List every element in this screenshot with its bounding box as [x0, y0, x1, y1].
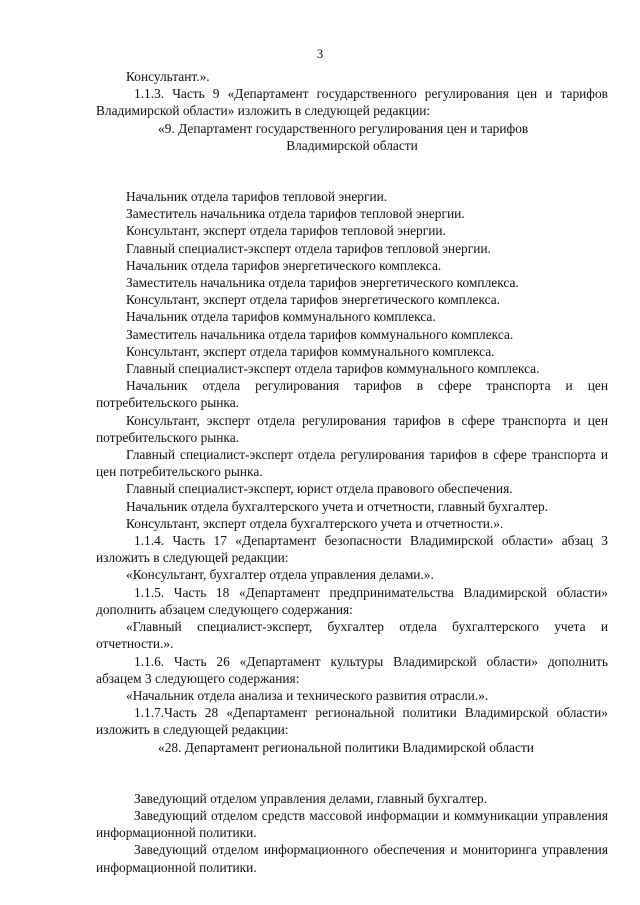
- section-heading: «9. Департамент государственного регулирования цен и тарифов: [158, 120, 529, 136]
- paragraph: 1.1.7.Часть 28 «Департамент региональной политики Владимирской области» изложить в следующей редакции:: [96, 705, 608, 738]
- list-item: Начальник отдела тарифов тепловой энергии.: [126, 189, 388, 205]
- list-item: Начальник отдела тарифов коммунального комплекса.: [126, 309, 436, 325]
- section-heading: «28. Департамент региональной политики Владимирской области: [158, 739, 534, 755]
- list-item: Главный специалист-эксперт отдела тарифов тепловой энергии.: [126, 240, 491, 256]
- list-item: Консультант, эксперт отдела регулирования тарифов в сфере транспорта и цен потребительского рынка.: [96, 412, 608, 445]
- list-item: Консультант, эксперт отдела бухгалтерского учета и отчетности.».: [126, 515, 504, 531]
- section-heading: Владимирской области: [286, 137, 418, 153]
- paragraph: 1.1.4. Часть 17 «Департамент безопасности Владимирской области» абзац 3 изложить в следующей редакции:: [96, 533, 608, 566]
- list-item: Консультант, эксперт отдела тарифов энергетического комплекса.: [126, 292, 501, 308]
- paragraph: Консультант.».: [126, 69, 210, 84]
- blank-line: [96, 773, 608, 790]
- list-item: Начальник отдела тарифов энергетического комплекса.: [126, 257, 442, 273]
- list-item: Главный специалист-эксперт отдела регулирования тарифов в сфере транспорта и цен потребительского рынка.: [96, 447, 608, 480]
- list-item: Заведующий отделом управления делами, главный бухгалтер.: [134, 790, 488, 806]
- document-body: [96, 68, 608, 876]
- list-item: Заместитель начальника отдела тарифов энергетического комплекса.: [126, 275, 519, 291]
- list-item: Главный специалист-эксперт, юрист отдела правового обеспечения.: [126, 481, 513, 497]
- paragraph: 1.1.5. Часть 18 «Департамент предпринимательства Владимирской области» дополнить абзацем следующего содержания:: [96, 584, 608, 617]
- page-number: 3: [316, 47, 324, 61]
- list-item: Главный специалист-эксперт отдела тарифов коммунального комплекса.: [126, 361, 540, 377]
- paragraph: «Начальник отдела анализа и технического развития отрасли.».: [126, 687, 489, 703]
- blank-line: [96, 171, 608, 188]
- paragraph: «Консультант, бухгалтер отдела управления делами.».: [126, 567, 434, 583]
- paragraph: 1.1.6. Часть 26 «Департамент культуры Владимирской области» дополнить абзацем 3 следующего содержания:: [96, 653, 608, 686]
- blank-line: [96, 756, 608, 773]
- list-item: Заместитель начальника отдела тарифов коммунального комплекса.: [126, 326, 514, 342]
- list-item: Заведующий отделом средств массовой информации и коммуникации управления информационной политики.: [96, 807, 608, 841]
- paragraph: 1.1.3. Часть 9 «Департамент государственного регулирования цен и тарифов Владимирской области» изложить в следующей редакции:: [96, 86, 608, 119]
- list-item: Заместитель начальника отдела тарифов тепловой энергии.: [126, 206, 465, 222]
- blank-line: [96, 154, 608, 171]
- list-item: Заведующий отделом информационного обеспечения и мониторинга управления информационной политики.: [96, 842, 608, 875]
- paragraph: «Главный специалист-эксперт, бухгалтер отдела бухгалтерского учета и отчетности.».: [96, 619, 608, 652]
- list-item: Начальник отдела регулирования тарифов в сфере транспорта и цен потребительского рынка.: [96, 378, 608, 411]
- list-item: Консультант, эксперт отдела тарифов тепловой энергии.: [126, 223, 446, 239]
- list-item: Консультант, эксперт отдела тарифов коммунального комплекса.: [126, 343, 495, 359]
- list-item: Начальник отдела бухгалтерского учета и отчетности, главный бухгалтер.: [126, 498, 549, 514]
